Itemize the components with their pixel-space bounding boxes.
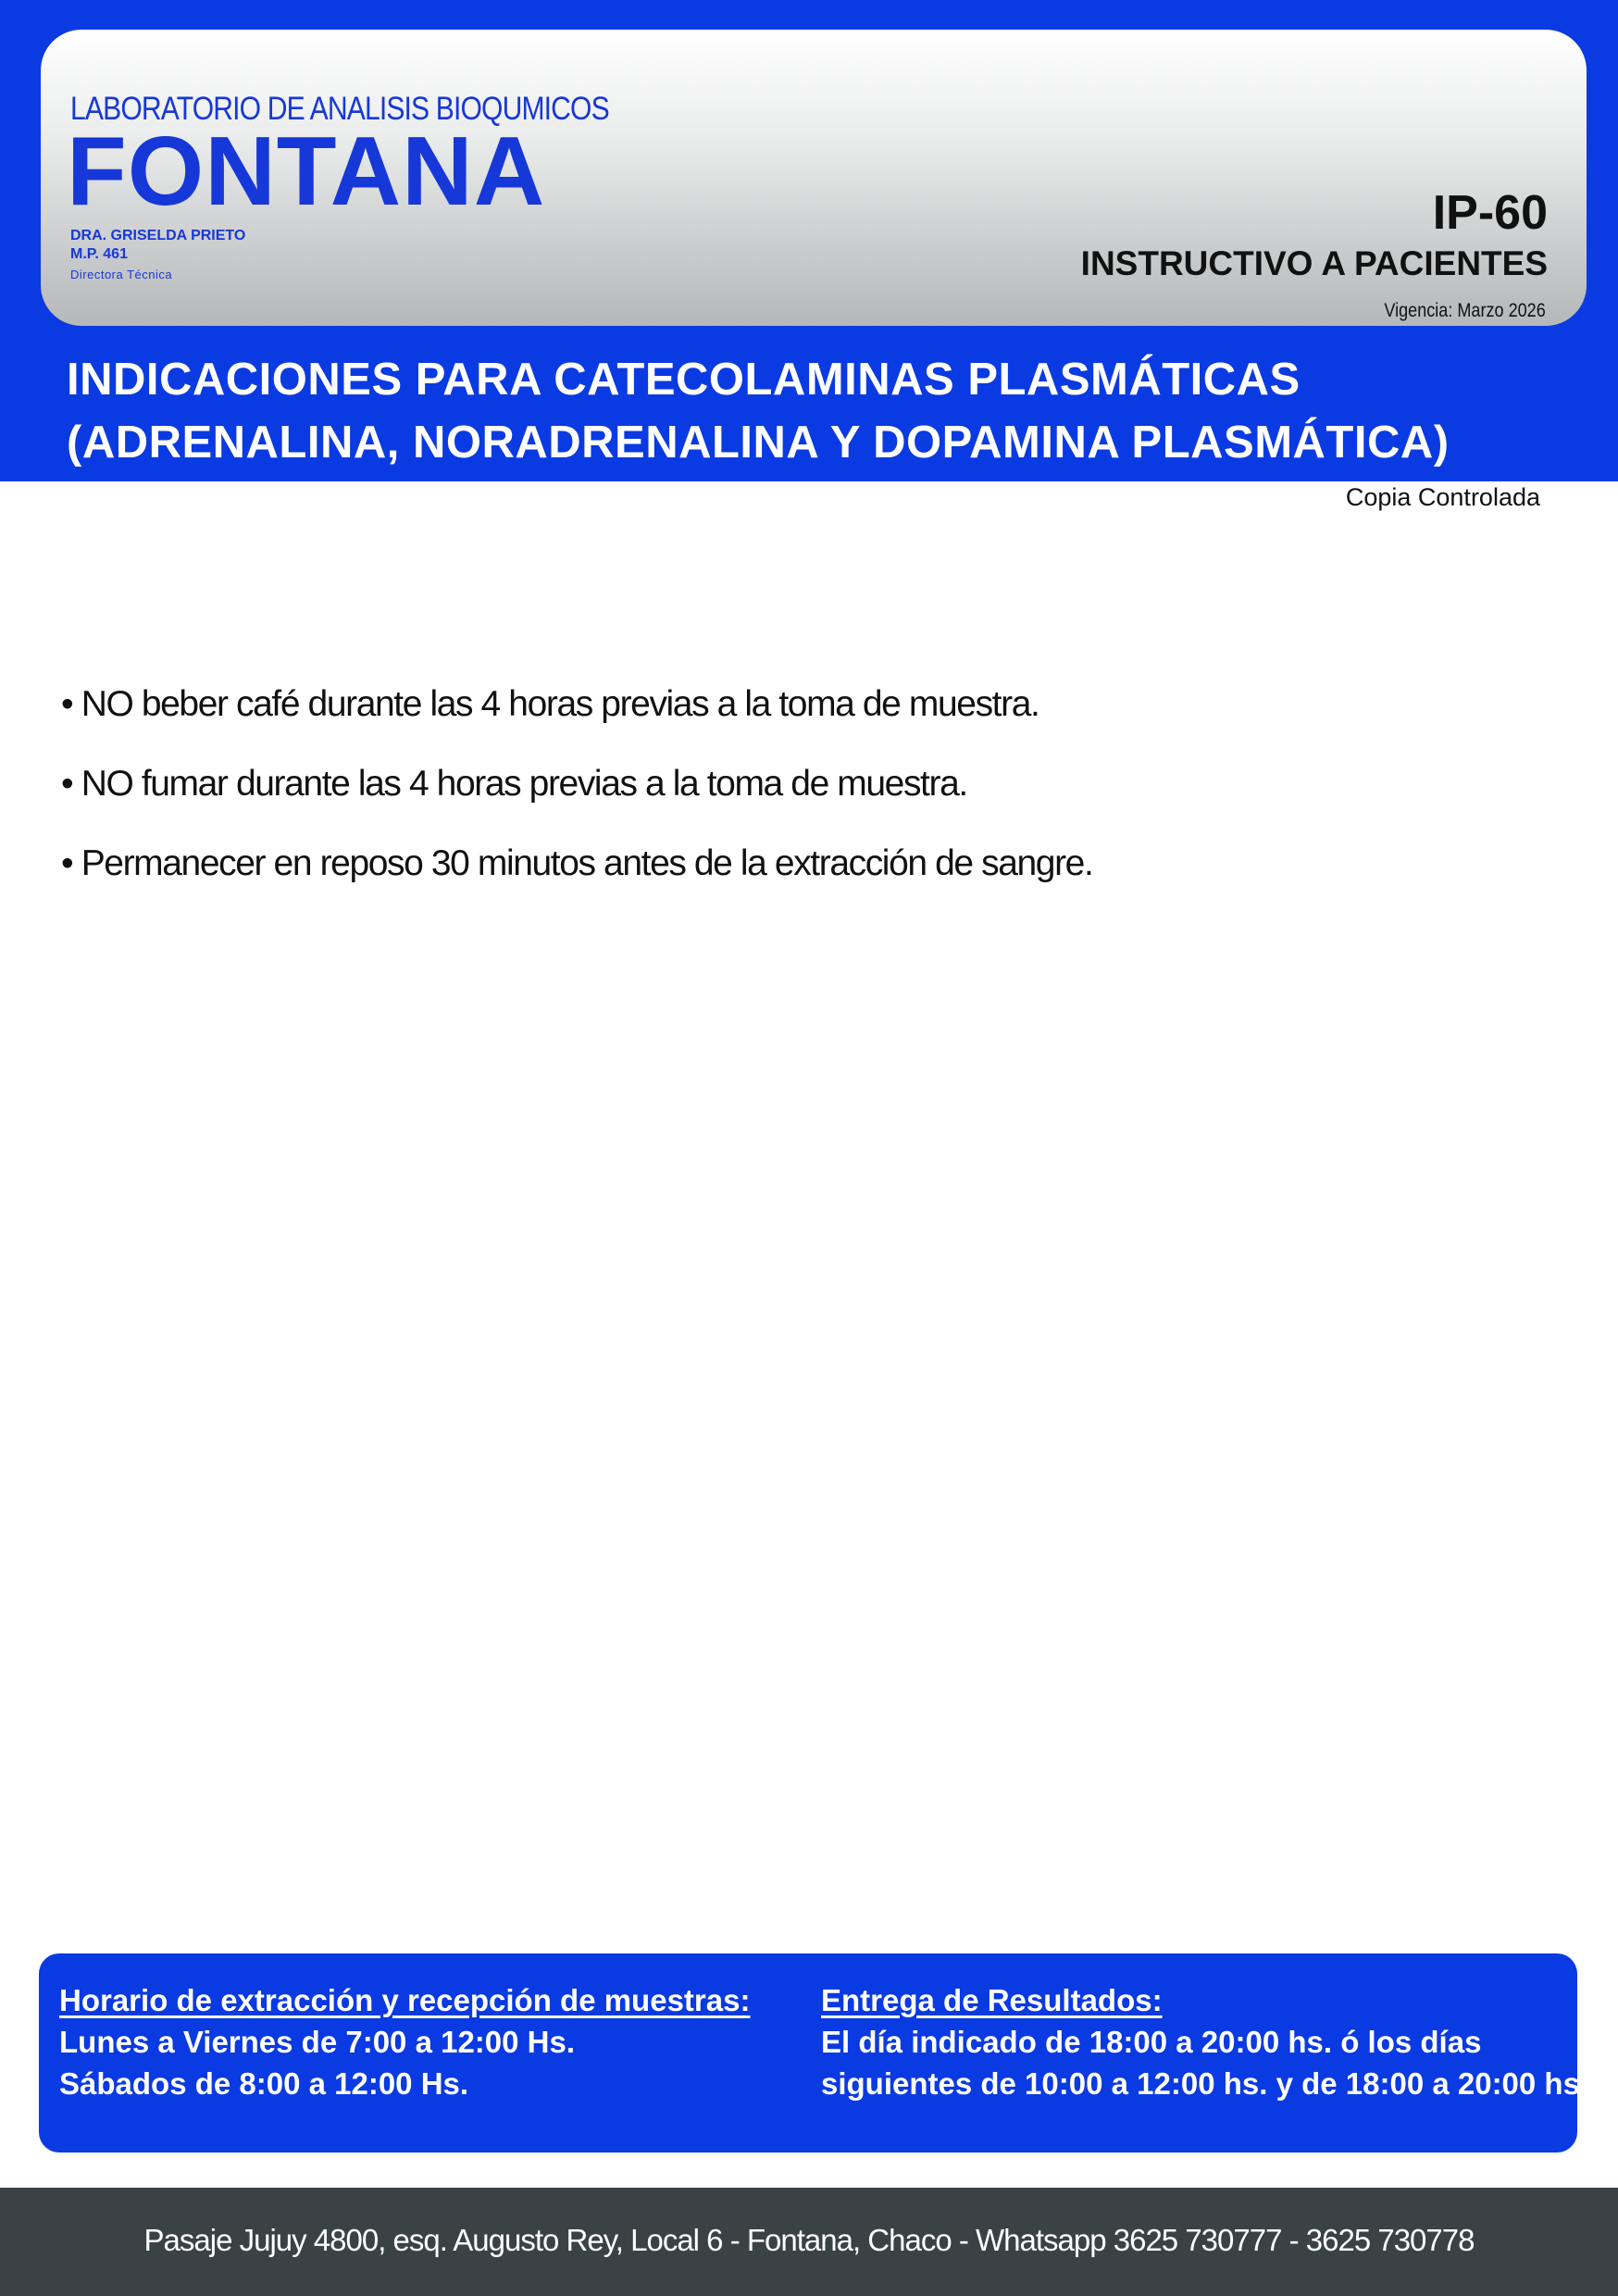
schedule-section: [59, 1979, 750, 2104]
director-name: DRA. GRISELDA PRIETO: [70, 228, 246, 243]
indications-list: [61, 665, 1092, 904]
schedule-saturdays: Sábados de 8:00 a 12:00 Hs.: [59, 2066, 469, 2101]
title-line-2: (ADRENALINA, NORADRENALINA Y DOPAMINA PLASMÁTICA): [67, 418, 1450, 468]
info-box: [39, 1953, 1589, 2152]
footer-bar: [0, 2188, 1618, 2296]
lab-subtitle: LABORATORIO DE ANALISIS BIOQUMICOS: [70, 91, 609, 127]
schedule-heading: Horario de extracción y recepción de muestras:: [59, 1983, 751, 2017]
results-heading: Entrega de Resultados:: [821, 1983, 1163, 2017]
schedule-weekdays: Lunes a Viernes de 7:00 a 12:00 Hs.: [59, 2025, 576, 2059]
lab-logo-name: FONTANA: [67, 117, 546, 226]
director-registration: M.P. 461: [70, 246, 128, 262]
list-item: • NO fumar durante las 4 horas previas a la toma de muestra.: [61, 764, 967, 804]
title-line-1: INDICACIONES PARA CATECOLAMINAS PLASMÁTICAS: [67, 355, 1301, 405]
document-type: INSTRUCTIVO A PACIENTES: [1080, 244, 1548, 282]
list-item: • Permanecer en reposo 30 minutos antes de la extracción de sangre.: [61, 843, 1093, 883]
results-line-1: El día indicado de 18:00 a 20:00 hs. ó los días: [821, 2025, 1482, 2059]
results-section: [821, 1979, 1588, 2104]
director-role: Directora Técnica: [70, 268, 173, 281]
results-line-2: siguientes de 10:00 a 12:00 hs. y de 18:00 a 20:00 hs.: [821, 2066, 1589, 2101]
footer-address: Pasaje Jujuy 4800, esq. Augusto Rey, Local 6 - Fontana, Chaco - Whatsapp 3625 730777 - 3625 730778: [143, 2223, 1475, 2257]
document-code: IP-60: [1432, 186, 1548, 240]
list-item: • NO beber café durante las 4 horas previas a la toma de muestra.: [61, 684, 1039, 724]
document-validity: Vigencia: Marzo 2026: [1384, 300, 1546, 321]
controlled-copy-label: Copia Controlada: [1345, 483, 1540, 511]
page-title: [67, 348, 1566, 474]
